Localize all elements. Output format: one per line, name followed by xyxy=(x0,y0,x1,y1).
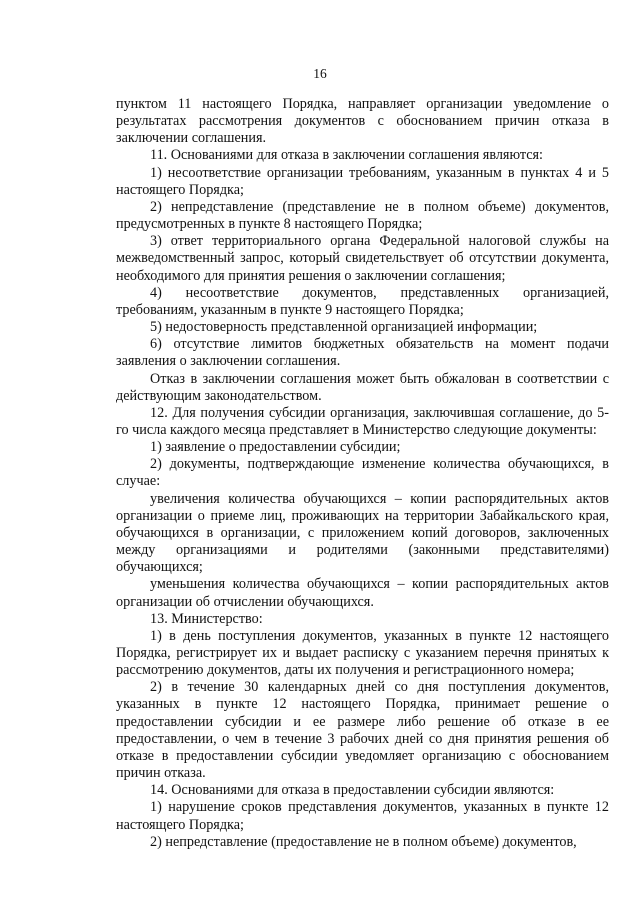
paragraph-item-11-5: 5) недостоверность представленной организацией информации; xyxy=(150,319,538,336)
paragraph-item-11-2: 2) непредставление (представление не в полном объеме) документов, предусмотренных в пункте 8 настоящего Порядка; xyxy=(116,198,609,233)
paragraph-item-14-1: 1) нарушение сроков представления документов, указанных в пункте 12 настоящего Порядка; xyxy=(116,799,609,833)
document-body xyxy=(116,96,609,851)
paragraph-item-14-2: 2) непредставление (предоставление не в полном объеме) документов, xyxy=(150,833,577,850)
paragraph-item-12-1: 1) заявление о предоставлении субсидии; xyxy=(150,439,401,456)
paragraph-item-11-1: 1) несоответствие организации требованиям, указанным в пунктах 4 и 5 настоящего Порядка; xyxy=(116,164,609,198)
paragraph-appeal: Отказ в заключении соглашения может быть обжалован в соответствии с действующим законодательством. xyxy=(116,370,609,404)
paragraph-continuation: пунктом 11 настоящего Порядка, направляет организации уведомление о результатах рассмотрения документов с обоснованием причин отказа в заключении соглашения. xyxy=(116,96,609,147)
paragraph-item-11-4: 4) несоответствие документов, представленных организацией, требованиям, указанным в пункте 9 настоящего Порядка; xyxy=(116,284,609,318)
paragraph-decrease: уменьшения количества обучающихся – копии распорядительных актов организации об отчислении обучающихся. xyxy=(116,576,609,610)
paragraph-increase: увеличения количества обучающихся – копии распорядительных актов организации о приеме лиц, проживающих на территории Забайкальского края, обучающихся в организации, с приложением копий договоров, заключенных между организациями и родителями (законными представителями) обучающихся; xyxy=(116,490,609,576)
paragraph-item-11-3: 3) ответ территориального органа Федеральной налоговой службы на межведомственный запрос, который свидетельствует об отсутствии документа, необходимого для принятия решения о заключении соглашения; xyxy=(116,233,609,284)
paragraph-item-13: 13. Министерство: xyxy=(150,610,263,627)
paragraph-item-11: 11. Основаниями для отказа в заключении соглашения являются: xyxy=(150,147,543,164)
paragraph-item-14: 14. Основаниями для отказа в предоставлении субсидии являются: xyxy=(150,782,555,799)
paragraph-item-13-1: 1) в день поступления документов, указанных в пункте 12 настоящего Порядка, регистрирует их и выдает расписку с указанием перечня принятых к рассмотрению документов, даты их получения и регистрационного номера; xyxy=(116,627,609,679)
paragraph-item-11-6: 6) отсутствие лимитов бюджетных обязательств на момент подачи заявления о заключении соглашения. xyxy=(116,336,609,370)
page-number: 16 xyxy=(313,66,327,81)
paragraph-item-12: 12. Для получения субсидии организация, заключившая соглашение, до 5-го числа каждого месяца представляет в Министерство следующие документы: xyxy=(116,404,609,438)
paragraph-item-12-2: 2) документы, подтверждающие изменение количества обучающихся, в случае: xyxy=(116,456,609,490)
paragraph-item-13-2: 2) в течение 30 календарных дней со дня поступления документов, указанных в пункте 12 настоящего Порядка, принимает решение о предоставлении субсидии и ее размере либо решение об отказе в ее предоставлении, о чем в течение 3 рабочих дней со дня принятия решения об отказе в предоставлении субсидии уведомляет организацию с обоснованием причин отказа. xyxy=(116,679,609,782)
